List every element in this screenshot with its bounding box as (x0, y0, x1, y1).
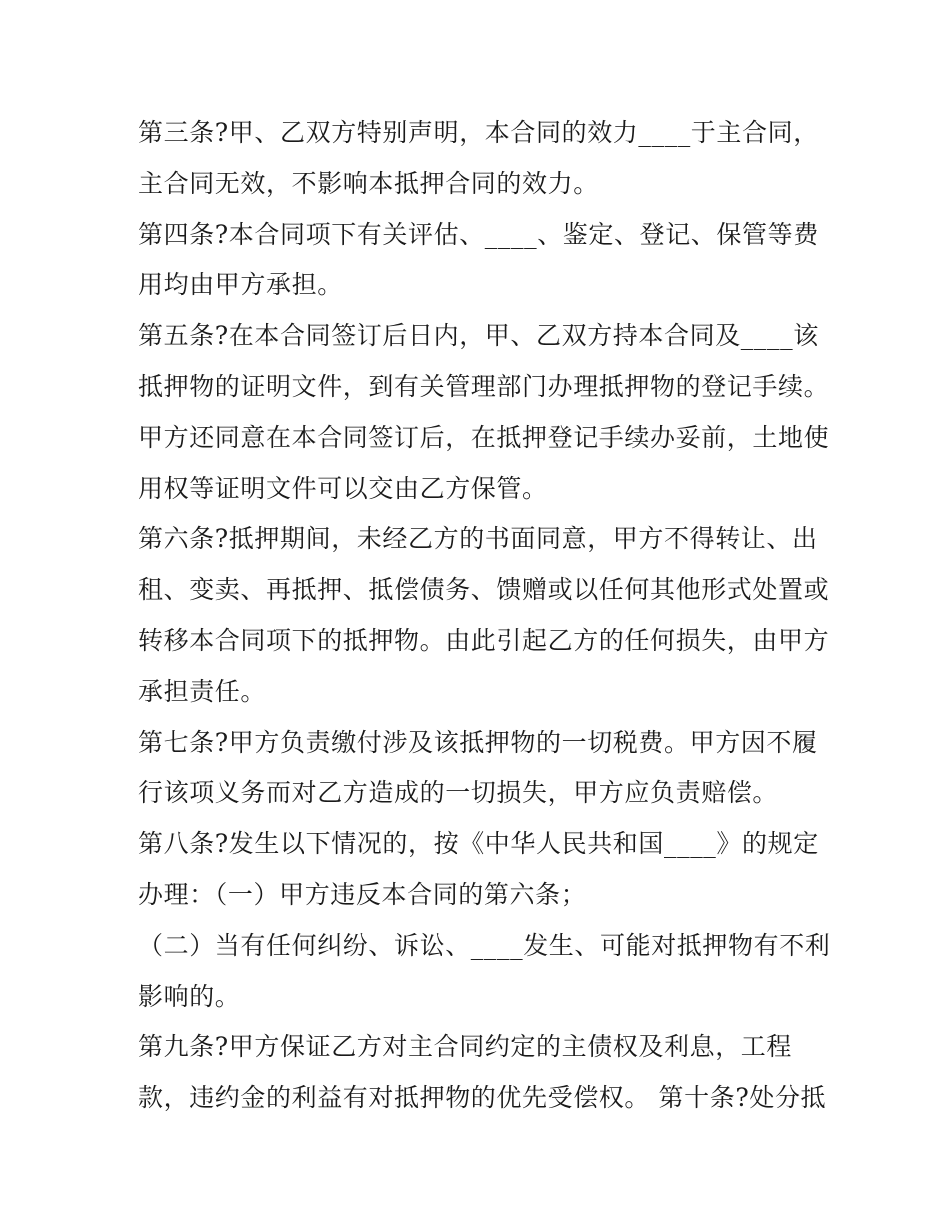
text-line: 第七条?甲方负责缴付涉及该抵押物的一切税费。甲方因不履 (138, 727, 818, 757)
text-line: 第三条?甲、乙双方特别声明，本合同的效力____于主合同， (138, 118, 819, 147)
text-line: 用权等证明文件可以交由乙方保管。 (138, 473, 548, 503)
text-line: 第五条?在本合同签订后日内，甲、乙双方持本合同及____该 (138, 321, 819, 351)
text-line: 转移本合同项下的抵押物。由此引起乙方的任何损失，由甲方 (138, 625, 830, 655)
text-line: 抵押物的证明文件，到有关管理部门办理抵押物的登记手续。 (138, 371, 830, 401)
text-line: 办理：（一）甲方违反本合同的第六条； (138, 879, 587, 909)
text-line: 甲方还同意在本合同签订后，在抵押登记手续办妥前，土地使 (138, 422, 830, 452)
text-line: 承担责任。 (138, 676, 267, 706)
text-line: 款，违约金的利益有对抵押物的优先受偿权。 第十条?处分抵 (138, 1083, 827, 1113)
contract-text (138, 108, 831, 1124)
text-line: （二）当有任何纠纷、诉讼、____发生、可能对抵押物有不利 (138, 930, 831, 960)
text-line: 第九条?甲方保证乙方对主合同约定的主债权及利息，工程 (138, 1032, 793, 1062)
text-line: 租、变卖、再抵押、抵偿债务、馈赠或以任何其他形式处置或 (138, 575, 830, 605)
text-line: 第六条?抵押期间，未经乙方的书面同意，甲方不得转让、出 (138, 524, 818, 554)
text-line: 第八条?发生以下情况的，按《中华人民共和国____》的规定 (138, 829, 819, 859)
text-line: 影响的。 (138, 981, 241, 1011)
text-line: 用均由甲方承担。 (138, 270, 343, 300)
text-line: 主合同无效，不影响本抵押合同的效力。 (138, 168, 599, 198)
text-line: 行该项义务而对乙方造成的一切损失，甲方应负责赔偿。 (138, 778, 779, 808)
text-line: 第四条?本合同项下有关评估、____、鉴定、登记、保管等费 (138, 219, 819, 249)
